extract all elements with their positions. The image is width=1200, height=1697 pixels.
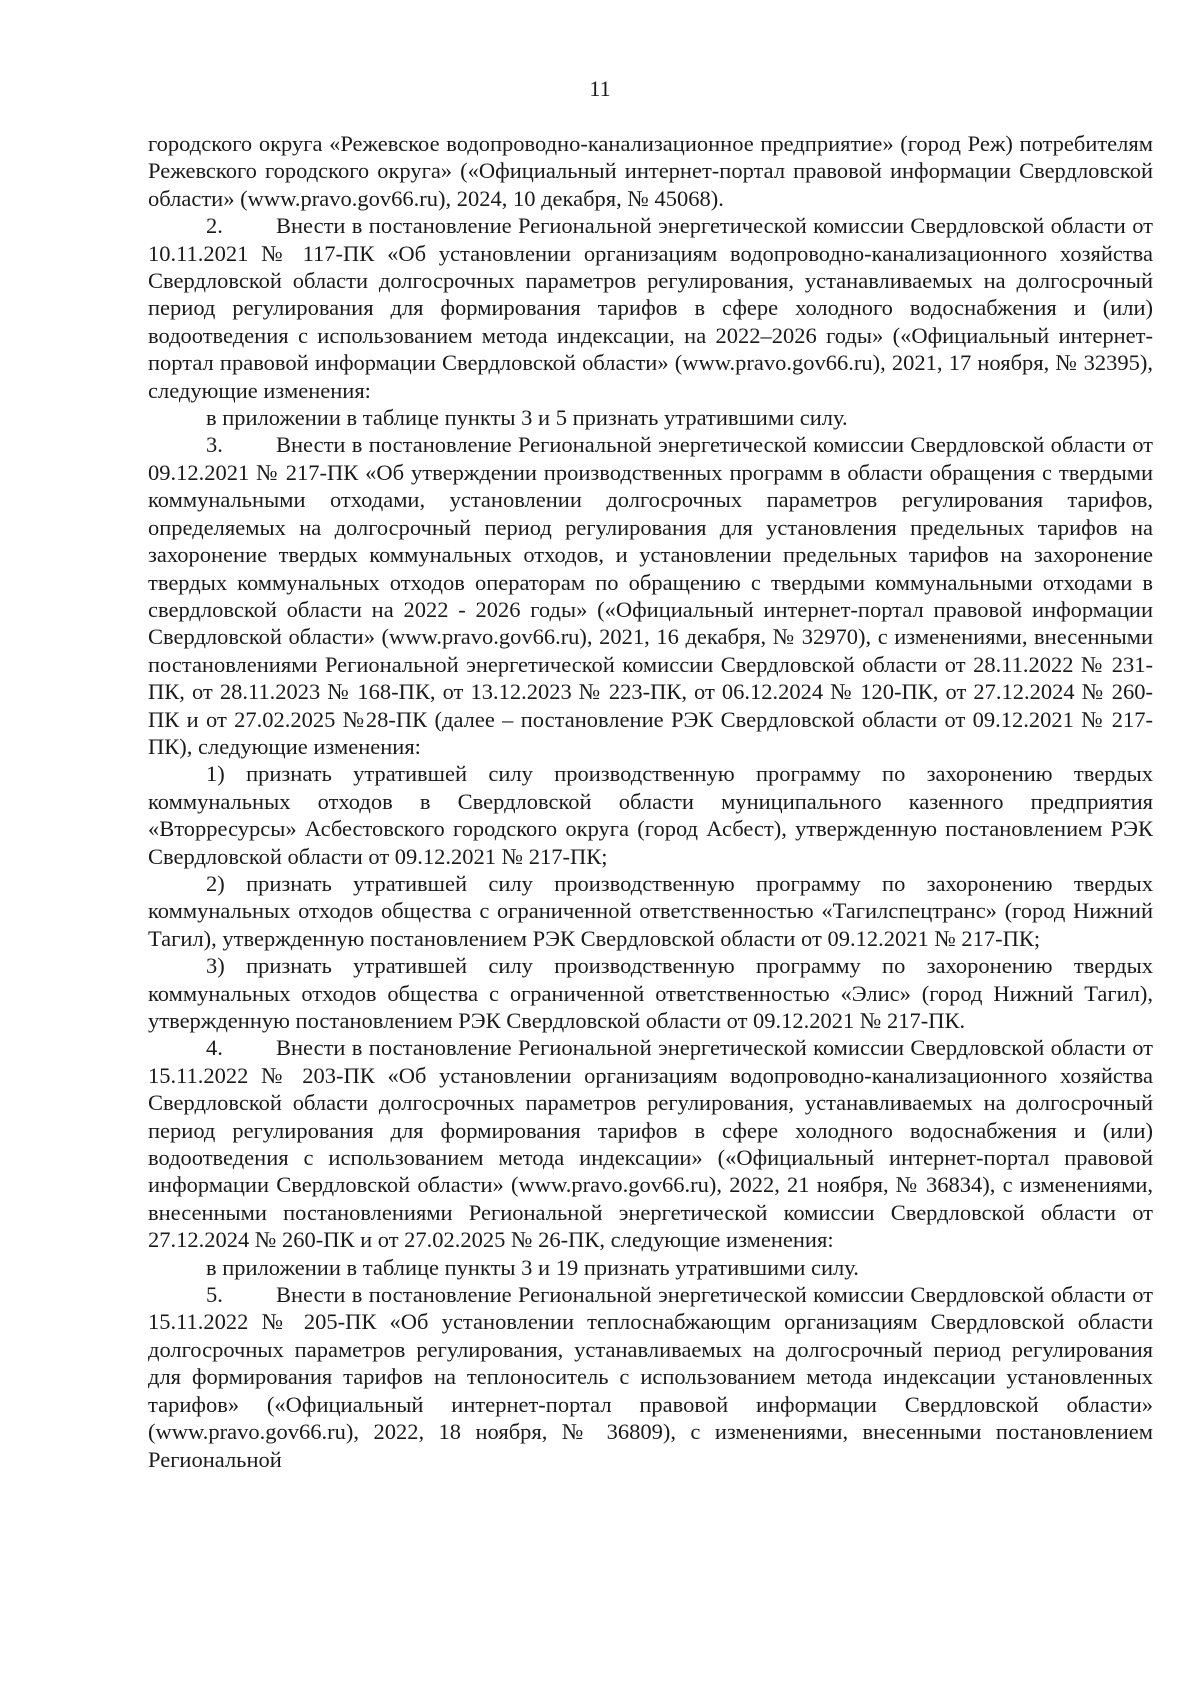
- subitem-3: 3) признать утратившей силу производственную программу по захоронению твердых коммунальных отходов общества с ограниченной ответственностью «Элис» (город Нижний Тагил), утвержденную постановлением РЭК Свердловской области от 09.12.2021 № 217-ПК.: [148, 953, 1153, 1033]
- paragraph-text: Внести в постановление Региональной энергетической комиссии Свердловской области от 09.12.2021 № 217-ПК «Об утверждении производственных программ в области обращения с твердыми коммунальными отходами, установлении долгосрочных параметров регулирования тарифов, определяемых на долгосрочный период регулирования для установления предельных тарифов на захоронение твердых коммунальных отходов, и установлении предельных тарифов на захоронение твердых коммунальных отходов операторам по обращению с твердыми коммунальными отходами в свердловской области на 2022 - 2026 годы» («Официальный интернет-портал правовой информации Свердловской области» (www.pravo.gov66.ru), 2021, 16 декабря, № 32970), с изменениями, внесенными постановлениями Региональной энергетической комиссии Свердловской области от 28.11.2022 № 231-ПК, от 28.11.2023 № 168-ПК, от 13.12.2023 № 223-ПК, от 06.12.2024 № 120-ПК, от 27.12.2024 № 260-ПК и от 27.02.2025 №28-ПК (далее – постановление РЭК Свердловской области от 09.12.2021 № 217-ПК), следующие изменения:: [148, 432, 1153, 759]
- paragraph-item-5: [148, 1281, 1153, 1473]
- subitem-2: 2) признать утратившей силу производственную программу по захоронению твердых коммунальных отходов общества с ограниченной ответственностью «Тагилспецтранс» (город Нижний Тагил), утвержденную постановлением РЭК Свердловской области от 09.12.2021 № 217-ПК;: [148, 870, 1153, 951]
- subitem-1: 1) признать утратившей силу производственную программу по захоронению твердых коммунальных отходов в Свердловской области муниципального казенного предприятия «Вторресурсы» Асбестовского городского округа (город Асбест), утвержденную постановлением РЭК Свердловской области от 09.12.2021 № 217-ПК;: [148, 761, 1153, 869]
- page-number: 11: [589, 76, 611, 101]
- paragraph-item-2: [148, 212, 1153, 404]
- item-number: 3.: [206, 432, 223, 458]
- paragraph-text: Внести в постановление Региональной энергетической комиссии Свердловской области от 15.11.2022 № 203-ПК «Об установлении организациям водопроводно-канализационного хозяйства Свердловской области долгосрочных параметров регулирования, устанавливаемых на долгосрочный период регулирования для формирования тарифов в сфере холодного водоснабжения и (или) водоотведения с использованием метода индексации» («Официальный интернет-портал правовой информации Свердловской области» (www.pravo.gov66.ru), 2022, 21 ноября, № 36834), с изменениями, внесенными постановлениями Региональной энергетической комиссии Свердловской области от 27.12.2024 № 260-ПК и от 27.02.2025 № 26-ПК, следующие изменения:: [148, 1035, 1153, 1253]
- paragraph-item-3: [148, 431, 1153, 760]
- paragraph-item-4: [148, 1034, 1153, 1253]
- paragraph: в приложении в таблице пункты 3 и 5 признать утратившими силу.: [206, 405, 848, 431]
- item-number: 5.: [206, 1282, 223, 1308]
- item-number: 4.: [206, 1035, 223, 1061]
- item-number: 2.: [206, 213, 223, 239]
- paragraph: в приложении в таблице пункты 3 и 19 признать утратившими силу.: [206, 1254, 859, 1280]
- paragraph-text: Внести в постановление Региональной энергетической комиссии Свердловской области от 15.11.2022 № 205-ПК «Об установлении теплоснабжающим организациям Свердловской области долгосрочных параметров регулирования, устанавливаемых на долгосрочный период регулирования для формирования тарифов на теплоноситель с использованием метода индексации установленных тарифов» («Официальный интернет-портал правовой информации Свердловской области» (www.pravo.gov66.ru), 2022, 18 ноября, № 36809), с изменениями, внесенными постановлением Региональной: [148, 1282, 1153, 1472]
- paragraph-continuation: городского округа «Режевское водопроводно-канализационное предприятие» (город Реж) потребителям Режевского городского округа» («Официальный интернет-портал правовой информации Свердловской области» (www.pravo.gov66.ru), 2024, 10 декабря, № 45068).: [148, 131, 1153, 211]
- paragraph-text: Внести в постановление Региональной энергетической комиссии Свердловской области от 10.11.2021 № 117-ПК «Об установлении организациям водопроводно-канализационного хозяйства Свердловской области долгосрочных параметров регулирования, устанавливаемых на долгосрочный период регулирования для формирования тарифов в сфере холодного водоснабжения и (или) водоотведения с использованием метода индексации, на 2022–2026 годы» («Официальный интернет-портал правовой информации Свердловской области» (www.pravo.gov66.ru), 2021, 17 ноября, № 32395), следующие изменения:: [148, 213, 1153, 403]
- document-body: [148, 130, 1153, 1473]
